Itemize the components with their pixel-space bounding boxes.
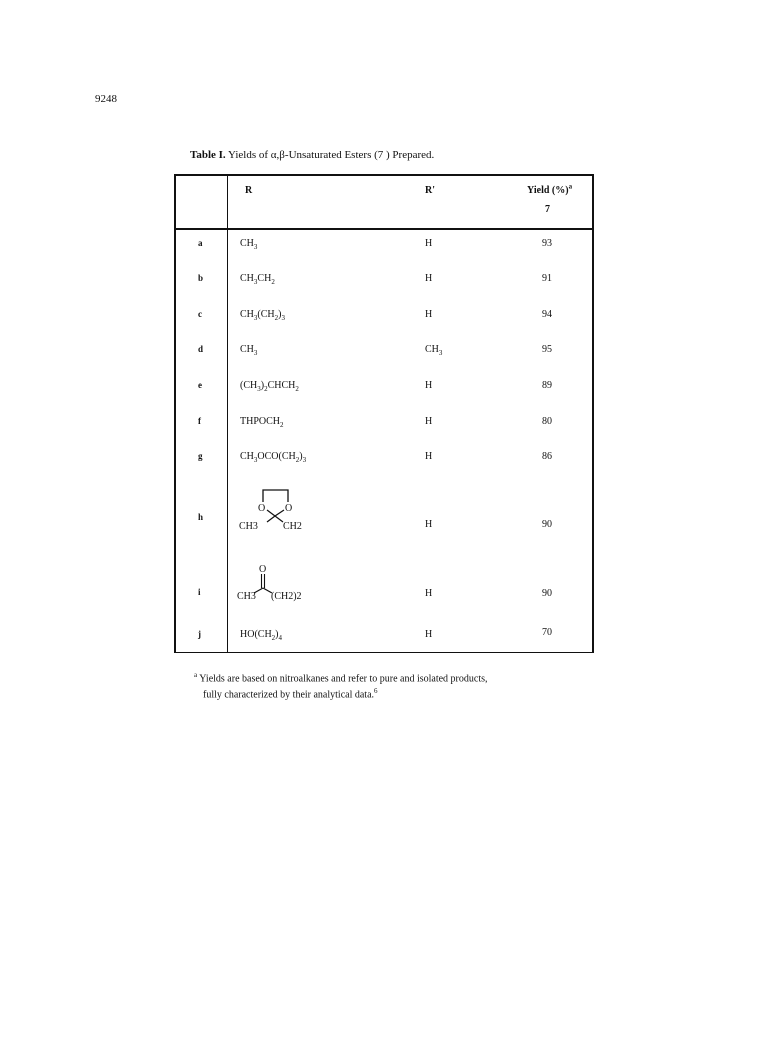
table-footnote xyxy=(194,669,488,702)
row-r-prime-value: H xyxy=(425,309,433,320)
row-r-prime-value: H xyxy=(425,451,433,462)
row-yield-value: 80 xyxy=(542,416,552,427)
header-yield-footnote-marker: a xyxy=(568,182,573,191)
row-r-prime-value: H xyxy=(425,273,433,284)
row-yield-value: 90 xyxy=(542,519,552,530)
row-r-value: $HO(CH_2)_4$ xyxy=(240,629,283,642)
row-label: b xyxy=(198,273,204,283)
row-r-prime-value: $CH_3$ xyxy=(425,344,443,357)
row-yield-value: 86 xyxy=(542,451,552,462)
header-yield xyxy=(527,182,573,196)
atom-label: O xyxy=(259,564,267,575)
row-r-value: $THPOCH_2$ xyxy=(240,416,284,429)
atom-label: CH2 xyxy=(283,521,302,532)
row-yield-value: 93 xyxy=(542,238,552,249)
header-r-prime: R' xyxy=(425,185,435,196)
atom-label: (CH2)2 xyxy=(271,591,302,602)
footnote-text-2: fully characterized by their analytical data. xyxy=(203,689,375,701)
row-yield-value: 91 xyxy=(542,273,552,284)
footnote-line-1 xyxy=(194,669,488,685)
atom-label: O xyxy=(258,503,266,514)
row-label: d xyxy=(198,344,204,354)
row-yield-value: 95 xyxy=(542,344,552,355)
row-label: i xyxy=(198,587,201,597)
row-r-prime-value: H xyxy=(425,416,433,427)
table-caption xyxy=(190,149,434,161)
footnote-text-1: Yields are based on nitroalkanes and refer to pure and isolated products, xyxy=(199,673,488,685)
row-label: a xyxy=(198,238,203,248)
row-r-prime-value: H xyxy=(425,629,433,640)
page-number: 9248 xyxy=(95,93,117,105)
row-label: f xyxy=(198,416,201,426)
row-r-value: $CH_3CH_2$ xyxy=(240,273,275,286)
row-yield-value: 89 xyxy=(542,380,552,391)
row-label: j xyxy=(198,629,201,639)
atom-label: O xyxy=(285,503,293,514)
header-rule xyxy=(176,228,592,230)
row-label: e xyxy=(198,380,202,390)
row-label: c xyxy=(198,309,202,319)
column-separator xyxy=(227,176,228,652)
footnote-marker: a xyxy=(194,671,198,679)
header-yield-label: Yield (%) xyxy=(527,185,569,196)
yields-table xyxy=(174,174,594,653)
row-label: g xyxy=(198,451,203,461)
row-yield-value: 94 xyxy=(542,309,552,320)
row-yield-value: 90 xyxy=(542,588,552,599)
footnote-reference: 6 xyxy=(374,687,378,696)
table-caption-text: Yields of α,β-Unsaturated Esters (7 ) Prepared. xyxy=(228,149,435,161)
row-r-value: $CH_3(CH_2)_3$ xyxy=(240,309,285,322)
header-compound: 7 xyxy=(545,204,550,215)
row-r-value: $CH_3$ xyxy=(240,344,258,357)
row-r-value: $CH_3$ xyxy=(240,238,258,251)
atom-label: CH3 xyxy=(239,521,258,532)
row-r-value: $CH_3OCO(CH_2)_3$ xyxy=(240,451,307,464)
row-r-prime-value: H xyxy=(425,380,433,391)
row-yield-value: 70 xyxy=(542,627,552,638)
table-caption-label: Table I. xyxy=(190,149,226,161)
row-r-prime-value: H xyxy=(425,238,433,249)
row-label: h xyxy=(198,512,204,522)
row-r-prime-value: H xyxy=(425,519,433,530)
row-r-prime-value: H xyxy=(425,588,433,599)
footnote-line-2 xyxy=(194,685,488,701)
atom-label: CH3 xyxy=(237,591,256,602)
dioxolane-structure xyxy=(234,484,314,534)
ketone-structure xyxy=(236,562,326,602)
row-r-value: $(CH_3)_2CHCH_2$ xyxy=(240,380,299,393)
header-r: R xyxy=(245,185,253,196)
